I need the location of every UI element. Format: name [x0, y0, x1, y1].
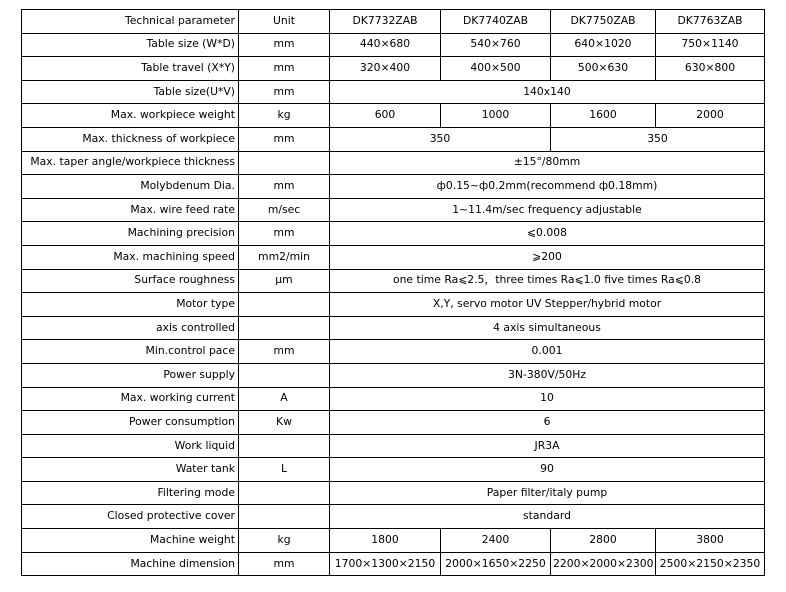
- value-cell: 2800: [551, 529, 656, 553]
- value-cell: ±15°/80mm: [330, 151, 765, 175]
- value-cell: 640×1020: [551, 33, 656, 57]
- value-cell: 10: [330, 387, 765, 411]
- param-cell: Machine dimension: [22, 552, 239, 576]
- param-cell: Work liquid: [22, 434, 239, 458]
- param-cell: Surface roughness: [22, 269, 239, 293]
- value-cell: 4 axis simultaneous: [330, 316, 765, 340]
- unit-cell: µm: [239, 269, 330, 293]
- table-row: [22, 552, 765, 576]
- header-model-cell: DK7750ZAB: [551, 10, 656, 34]
- table-row: [22, 293, 765, 317]
- value-cell: 1600: [551, 104, 656, 128]
- table-row: [22, 222, 765, 246]
- table-row: [22, 33, 765, 57]
- param-cell: Max. workpiece weight: [22, 104, 239, 128]
- table-row: [22, 127, 765, 151]
- unit-cell: A: [239, 387, 330, 411]
- param-cell: Table size (W*D): [22, 33, 239, 57]
- table-row: [22, 80, 765, 104]
- unit-cell: [239, 293, 330, 317]
- unit-cell: [239, 481, 330, 505]
- value-cell: 1000: [441, 104, 551, 128]
- param-cell: Max. machining speed: [22, 245, 239, 269]
- value-cell: ф0.15~ф0.2mm(recommend ф0.18mm): [330, 175, 765, 199]
- unit-cell: [239, 505, 330, 529]
- value-cell: 500×630: [551, 57, 656, 81]
- header-unit-cell: Unit: [239, 10, 330, 34]
- table-row: [22, 363, 765, 387]
- value-cell: 350: [330, 127, 551, 151]
- table-row: [22, 340, 765, 364]
- table-row: [22, 481, 765, 505]
- value-cell: 3800: [656, 529, 765, 553]
- value-cell: 90: [330, 458, 765, 482]
- unit-cell: mm: [239, 175, 330, 199]
- value-cell: 1800: [330, 529, 441, 553]
- unit-cell: mm: [239, 80, 330, 104]
- value-cell: 2400: [441, 529, 551, 553]
- spec-table: [21, 9, 765, 576]
- value-cell: 540×760: [441, 33, 551, 57]
- value-cell: 750×1140: [656, 33, 765, 57]
- table-row: [22, 411, 765, 435]
- unit-cell: Kw: [239, 411, 330, 435]
- value-cell: X,Y, servo motor UV Stepper/hybrid motor: [330, 293, 765, 317]
- value-cell: 2200×2000×2300: [551, 552, 656, 576]
- table-row: [22, 245, 765, 269]
- value-cell: Paper filter/italy pump: [330, 481, 765, 505]
- table-row: [22, 269, 765, 293]
- value-cell: JR3A: [330, 434, 765, 458]
- unit-cell: mm: [239, 127, 330, 151]
- unit-cell: mm: [239, 552, 330, 576]
- param-cell: Max. taper angle/workpiece thickness: [22, 151, 239, 175]
- table-row: [22, 151, 765, 175]
- table-row: [22, 458, 765, 482]
- unit-cell: mm2/min: [239, 245, 330, 269]
- param-cell: Power supply: [22, 363, 239, 387]
- table-row: [22, 529, 765, 553]
- param-cell: axis controlled: [22, 316, 239, 340]
- param-cell: Water tank: [22, 458, 239, 482]
- param-cell: Closed protective cover: [22, 505, 239, 529]
- table-row: [22, 198, 765, 222]
- param-cell: Power consumption: [22, 411, 239, 435]
- value-cell: 2000×1650×2250: [441, 552, 551, 576]
- param-cell: Machining precision: [22, 222, 239, 246]
- value-cell: 140x140: [330, 80, 765, 104]
- unit-cell: [239, 151, 330, 175]
- param-cell: Max. wire feed rate: [22, 198, 239, 222]
- value-cell: ⩽0.008: [330, 222, 765, 246]
- header-param-cell: Technical parameter: [22, 10, 239, 34]
- unit-cell: mm: [239, 33, 330, 57]
- param-cell: Table size(U*V): [22, 80, 239, 104]
- value-cell: one time Ra⩽2.5，three times Ra⩽1.0 five times Ra⩽0.8: [330, 269, 765, 293]
- value-cell: 3N-380V/50Hz: [330, 363, 765, 387]
- param-cell: Max. thickness of workpiece: [22, 127, 239, 151]
- param-cell: Min.control pace: [22, 340, 239, 364]
- value-cell: 440×680: [330, 33, 441, 57]
- unit-cell: mm: [239, 222, 330, 246]
- header-model-cell: DK7763ZAB: [656, 10, 765, 34]
- value-cell: 630×800: [656, 57, 765, 81]
- table-row: [22, 57, 765, 81]
- value-cell: 6: [330, 411, 765, 435]
- unit-cell: [239, 363, 330, 387]
- value-cell: ⩾200: [330, 245, 765, 269]
- header-row: [22, 10, 765, 34]
- value-cell: 350: [551, 127, 765, 151]
- value-cell: 0.001: [330, 340, 765, 364]
- unit-cell: kg: [239, 104, 330, 128]
- table-row: [22, 175, 765, 199]
- value-cell: 400×500: [441, 57, 551, 81]
- value-cell: standard: [330, 505, 765, 529]
- header-model-cell: DK7732ZAB: [330, 10, 441, 34]
- unit-cell: mm: [239, 340, 330, 364]
- unit-cell: mm: [239, 57, 330, 81]
- unit-cell: [239, 434, 330, 458]
- table-row: [22, 316, 765, 340]
- table-row: [22, 387, 765, 411]
- param-cell: Molybdenum Dia.: [22, 175, 239, 199]
- value-cell: 2500×2150×2350: [656, 552, 765, 576]
- param-cell: Filtering mode: [22, 481, 239, 505]
- param-cell: Max. working current: [22, 387, 239, 411]
- param-cell: Table travel (X*Y): [22, 57, 239, 81]
- unit-cell: [239, 316, 330, 340]
- param-cell: Motor type: [22, 293, 239, 317]
- table-row: [22, 505, 765, 529]
- param-cell: Machine weight: [22, 529, 239, 553]
- value-cell: 1~11.4m/sec frequency adjustable: [330, 198, 765, 222]
- unit-cell: m/sec: [239, 198, 330, 222]
- header-model-cell: DK7740ZAB: [441, 10, 551, 34]
- unit-cell: L: [239, 458, 330, 482]
- value-cell: 1700×1300×2150: [330, 552, 441, 576]
- value-cell: 320×400: [330, 57, 441, 81]
- table-row: [22, 104, 765, 128]
- value-cell: 2000: [656, 104, 765, 128]
- table-row: [22, 434, 765, 458]
- value-cell: 600: [330, 104, 441, 128]
- unit-cell: kg: [239, 529, 330, 553]
